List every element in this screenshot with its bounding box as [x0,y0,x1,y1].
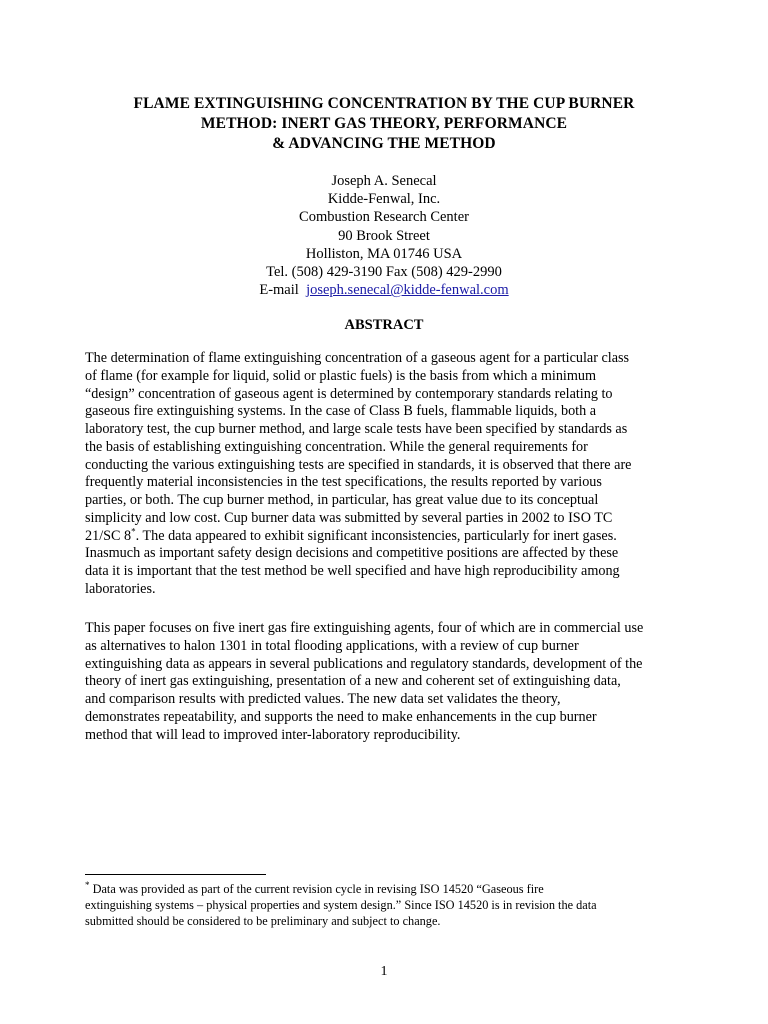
text-line: This paper focuses on five inert gas fire extinguishing agents, four of which are in commercial use [85,620,644,636]
text-line: of flame (for example for liquid, solid or plastic fuels) is the basis from which a minimum [85,367,597,384]
title-line: METHOD: INERT GAS THEORY, PERFORMANCE [200,115,568,132]
text-line: gaseous fire extinguishing systems. In the case of Class B fuels, flammable liquids, both a [85,403,597,420]
text-line: “design” concentration of gaseous agent is determined by contemporary standards relating to [85,385,613,402]
text-line: The determination of flame extinguishing concentration of a gaseous agent for a particular class [85,350,630,366]
text-line: data it is important that the test method be well specified and have high reproducibility among [85,563,620,579]
text-line: frequently material inconsistencies in the test specifications, the results reported by various [85,474,602,491]
text-line: method that will lead to improved inter-laboratory reproducibility. [85,726,461,743]
footnote-marker: * [131,525,136,536]
footnote-line: extinguishing systems – physical properties and system design.” Since ISO 14520 is in revision the data [85,898,597,912]
author-city: Holliston, MA 01746 USA [305,245,463,262]
text-line: demonstrates repeatability, and supports the need to make enhancements in the cup burner [85,708,597,725]
page-number: 1 [380,964,388,979]
text-line-with-footnote [85,525,685,546]
text-line: the basis of establishing extinguishing concentration. While the general requirements for [85,438,588,455]
text-line: extinguishing data as appears in several publications and regulatory standards, development of the [85,655,643,672]
email-link[interactable]: joseph.senecal@kidde-fenwal.com [306,282,509,299]
text-line: as alternatives to halon 1301 in total flooding applications, with a review of cup burner [85,637,579,654]
author-block [100,172,668,299]
text-line: parties, or both. The cup burner method, in particular, has great value due to its conceptual [85,492,599,508]
author-department: Combustion Research Center [299,209,469,226]
abstract-heading: ABSTRACT [344,317,424,333]
footnote [85,881,685,929]
text-line: simplicity and low cost. Cup burner data was submitted by several parties in 2002 to ISO TC [85,509,613,526]
abstract-paragraph-2 [85,620,685,744]
footnote-line: submitted should be considered to be preliminary and subject to change. [85,914,441,928]
text-line: laboratory test, the cup burner method, and large scale tests have been specified by standards as [85,421,628,437]
text-line: and comparison results with predicted values. The new data set validates the theory, [85,691,561,707]
author-company: Kidde-Fenwal, Inc. [327,191,441,208]
title-line: FLAME EXTINGUISHING CONCENTRATION BY THE CUP BURNER [133,95,635,112]
author-street: 90 Brook Street [338,227,430,244]
author-phone-fax: Tel. (508) 429-3190 Fax (508) 429-2990 [266,264,502,281]
footnote-divider [85,874,266,875]
text-line: conducting the various extinguishing tests are specified in standards, it is observed that there are [85,456,632,473]
footnote-text: Data was provided as part of the current revision cycle in revising ISO 14520 “Gaseous fire [89,882,544,896]
text-line: laboratories. [85,580,156,597]
paper-title [40,94,728,154]
title-line: & ADVANCING THE METHOD [272,135,496,152]
footnote-marker: * [85,879,90,890]
author-email-line [100,281,668,299]
author-name: Joseph A. Senecal [331,173,437,189]
text-fragment: . The data appeared to exhibit significant inconsistencies, particularly for inert gases. [135,527,617,544]
text-line: Inasmuch as important safety design decisions and competitive positions are affected by these [85,545,619,562]
text-line: theory of inert gas extinguishing, presentation of a new and coherent set of extinguishing data, [85,673,621,690]
email-label: E-mail [259,282,299,299]
text-fragment: 21/SC 8 [85,527,132,544]
footnote-line [85,881,685,897]
abstract-paragraph-1 [85,350,685,599]
